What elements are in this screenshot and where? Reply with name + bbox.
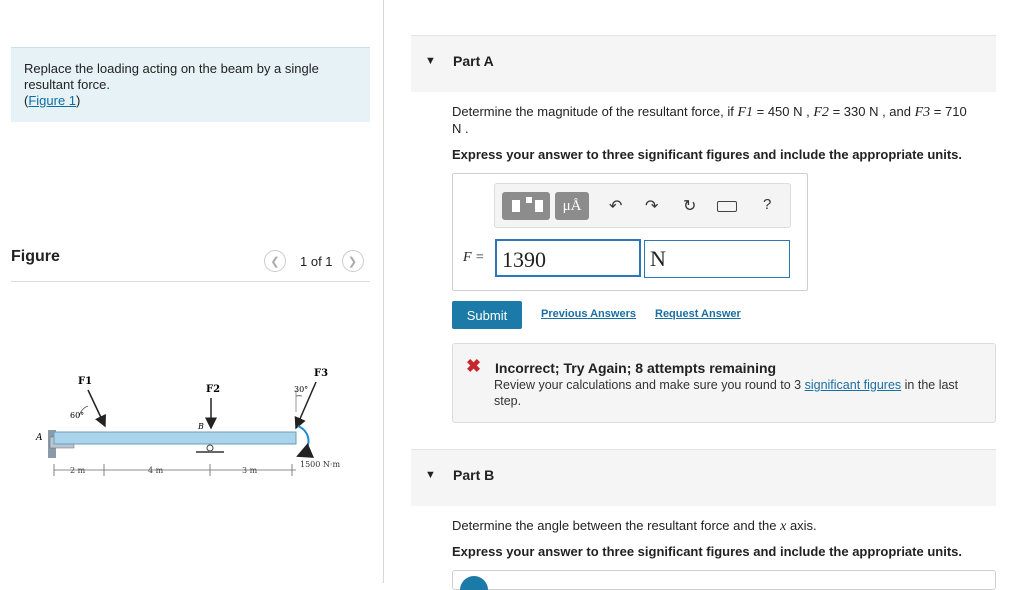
answer-variable-label: F = [463,250,485,265]
question-line2: N . [452,121,469,136]
label-b: B [198,422,204,431]
figure-title: Figure [11,248,60,265]
label-angle-30: 30° [294,385,309,394]
math-toolbar [494,183,791,228]
f3-symbol: F3 [914,105,931,120]
divider [11,281,370,282]
part-a-label: Part A [453,53,494,69]
label-dim-2m: 2 m [70,466,86,475]
previous-answers-link[interactable]: Previous Answers [541,308,636,320]
label-moment: 1500 N·m [300,460,341,469]
templates-button[interactable] [502,192,550,220]
beam-figure [30,362,360,482]
feedback-prefix: Review your calculations and make sure you round to 3 [494,378,805,392]
significant-figures-link[interactable]: significant figures [804,378,902,392]
f1-symbol: F1 [737,105,753,120]
keyboard-icon[interactable] [717,201,737,212]
feedback-suffix: in the last step. [494,378,959,408]
caret-down-icon: ▼ [425,469,436,481]
next-figure-button[interactable] [342,250,364,272]
incorrect-x-icon: ✖ [466,356,482,376]
chevron-right-icon: ❯ [347,255,358,268]
label-dim-3m: 3 m [242,466,258,475]
label-f1: F1 [78,376,93,387]
beam [54,432,296,444]
part-b-question-prefix: Determine the angle between the resultant force and the [452,518,781,533]
part-b-label: Part B [453,467,495,483]
label-f2: F2 [206,384,221,395]
pager-text: 1 of 1 [300,253,333,269]
problem-statement: Replace the loading acting on the beam by a single resultant force. (Figure 1) [24,61,319,108]
part-a-instruction: Express your answer to three significant figures and include the appropriate units. [452,147,962,162]
help-button[interactable]: ? [763,196,772,213]
f1-value: = 450 N , [756,104,810,119]
part-a-question [452,104,992,137]
redo-icon[interactable]: ↷ [645,198,659,215]
question-prefix: Determine the magnitude of the resultant force, if [452,104,738,119]
reset-icon[interactable]: ↻ [683,198,697,215]
label-a: A [36,433,43,443]
value-input[interactable]: 1390 [495,239,641,277]
template-icon [512,200,520,212]
f2-symbol: F2 [813,105,829,120]
feedback-body [494,377,986,409]
part-a-header[interactable] [411,35,996,92]
request-answer-link[interactable]: Request Answer [655,308,741,320]
f3-value: = 710 [933,104,967,119]
label-angle-60: 60° [70,411,85,420]
panel-divider [383,0,384,583]
part-b-question [452,518,817,535]
feedback-title: Incorrect; Try Again; 8 attempts remaining [495,360,777,376]
unit-input[interactable]: N [644,240,790,278]
undo-icon[interactable]: ↶ [609,198,623,215]
chevron-left-icon: ❮ [270,255,280,268]
f2-value: = 330 N , and [832,104,911,119]
axis-symbol: x [780,519,787,534]
prev-figure-button[interactable] [264,250,286,272]
figure-link[interactable]: Figure 1 [28,93,77,108]
figure-pager [264,250,364,272]
part-b-answer-box [452,570,996,590]
caret-down-icon: ▼ [425,55,436,67]
label-f3: F3 [314,368,329,379]
part-b-instruction: Express your answer to three significant figures and include the appropriate units. [452,544,962,559]
units-button[interactable]: μÅ [555,192,589,220]
label-dim-4m: 4 m [148,466,164,475]
submit-button[interactable]: Submit [452,301,522,329]
part-b-header[interactable] [411,449,996,506]
problem-text: Replace the loading acting on the beam by a single resultant force. [24,61,319,92]
part-b-question-suffix: axis. [786,518,817,533]
